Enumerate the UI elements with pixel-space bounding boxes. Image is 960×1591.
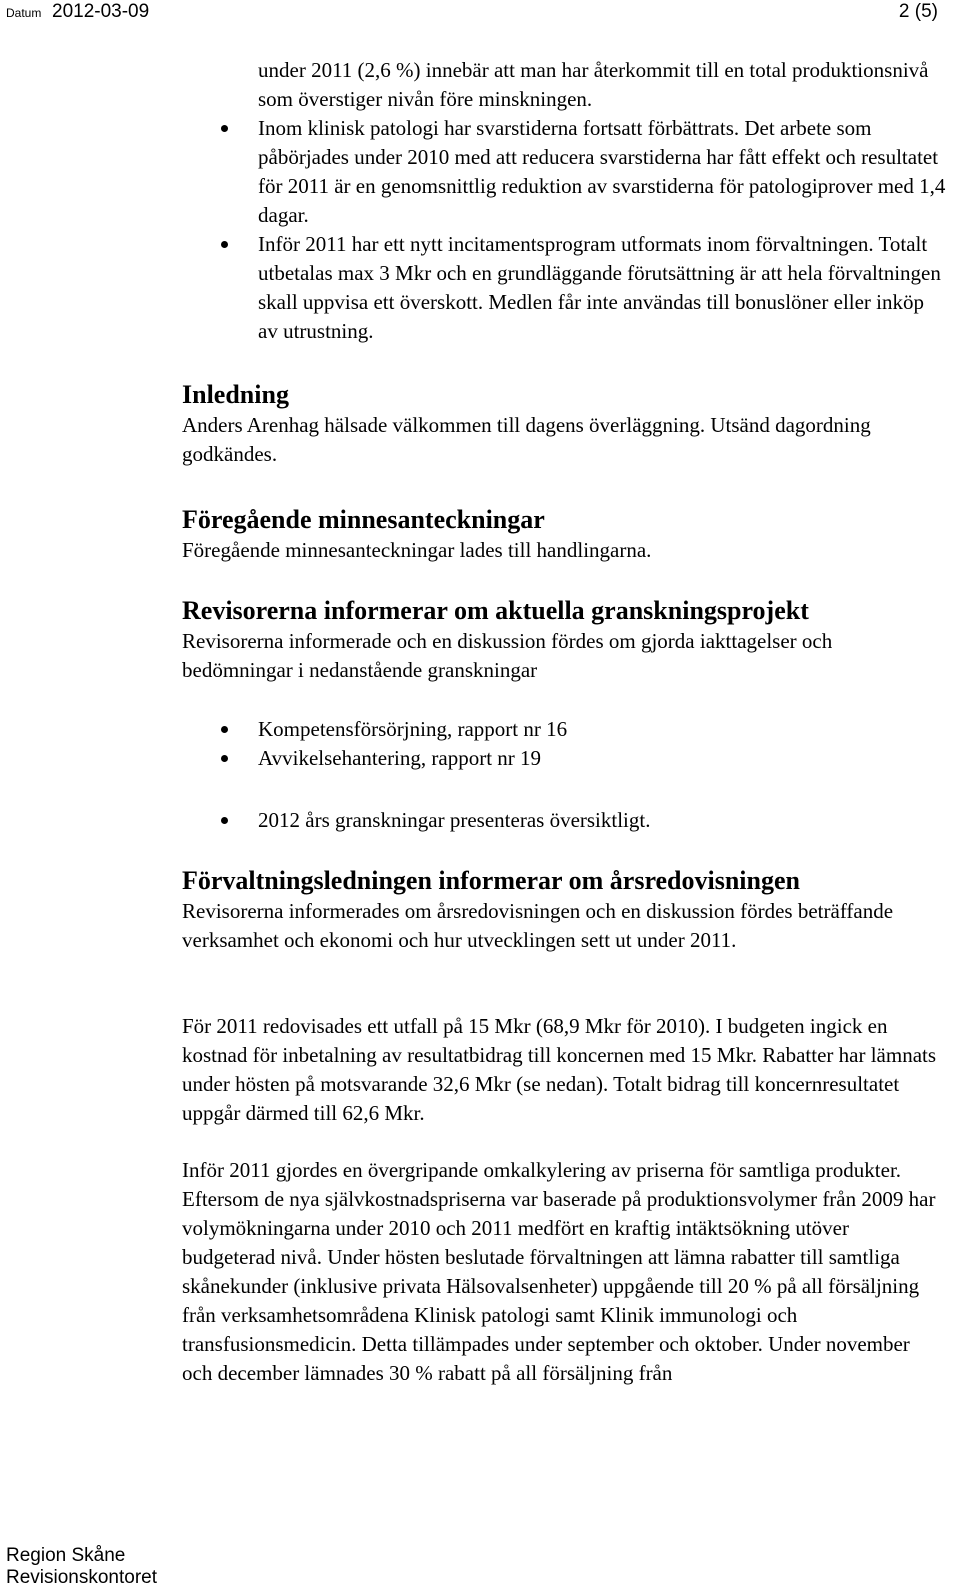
list-item: Avvikelsehantering, rapport nr 19	[258, 744, 948, 773]
section-heading-forvaltning: Förvaltningsledningen informerar om årsredovisningen	[182, 866, 800, 895]
list-item: Inför 2011 har ett nytt incitamentsprogram utformats inom förvaltningen. Totalt utbetalas max 3 Mkr och en grundläggande förutsättning är att hela förvaltningen skall uppvisa ett överskott. Medlen får inte användas till bonuslöner eller inköp av utrustning.	[258, 230, 948, 346]
granskningar-extra-list	[258, 806, 948, 835]
intro-bullet-list	[258, 56, 948, 346]
bullet-icon	[221, 755, 228, 762]
document-date: 2012-03-09	[52, 1, 150, 22]
bullet-icon	[221, 125, 228, 132]
list-item: Inom klinisk patologi har svarstiderna fortsatt förbättrats. Det arbete som påbörjades under 2010 med att reducera svarstiderna har fått effekt och resultatet för 2011 är en genomsnittlig reduktion av svarstiderna för patologiprover med 1,4 dagar.	[258, 114, 948, 230]
footer-department: Revisionskontoret	[6, 1567, 158, 1588]
list-item: Kompetensförsörjning, rapport nr 16	[258, 715, 948, 744]
revisorerna-text: Revisorerna informerade och en diskussion fördes om gjorda iakttagelser och bedömningar i nedanstående granskningar	[182, 629, 833, 682]
bullet-icon	[221, 241, 228, 248]
foregaende-text: Föregående minnesanteckningar lades till handlingarna.	[182, 538, 652, 562]
footer-organization: Region Skåne	[6, 1545, 126, 1566]
page-header	[0, 0, 960, 30]
date-label: Datum	[6, 6, 42, 20]
section-heading-foregaende: Föregående minnesanteckningar	[182, 505, 545, 534]
section-heading-revisorerna: Revisorerna informerar om aktuella granskningsprojekt	[182, 596, 809, 625]
section-heading-inledning: Inledning	[182, 380, 289, 409]
bullet-icon	[221, 817, 228, 824]
forvaltning-paragraph-2: För 2011 redovisades ett utfall på 15 Mkr (68,9 Mkr för 2010). I budgeten ingick en kostnad för inbetalning av resultatbidrag till koncernen med 15 Mkr. Rabatter har lämnats under hösten på motsvarande 32,6 Mkr (se nedan). Totalt bidrag till koncernresultatet uppgår därmed till 62,6 Mkr.	[182, 1014, 937, 1125]
list-item-continuation: under 2011 (2,6 %) innebär att man har återkommit till en total produktionsnivå som överstiger nivån före minskningen.	[258, 58, 929, 111]
list-item: 2012 års granskningar presenteras översiktligt.	[258, 806, 948, 835]
granskningar-list	[258, 715, 948, 773]
forvaltning-paragraph-1: Revisorerna informerades om årsredovisningen och en diskussion fördes beträffande verksamhet och ekonomi och hur utvecklingen sett ut under 2011.	[182, 899, 894, 952]
bullet-icon	[221, 726, 228, 733]
page-number: 2 (5)	[898, 1, 938, 22]
inledning-text: Anders Arenhag hälsade välkommen till dagens överläggning. Utsänd dagordning godkändes.	[182, 413, 871, 466]
forvaltning-paragraph-3: Inför 2011 gjordes en övergripande omkalkylering av priserna för samtliga produkter. Eftersom de nya självkostnadspriserna var baserade på produktionsvolymer från 2009 har volymökningarna under 2010 och 2011 medfört en kraftig intäktsökning utöver budgeterad nivå. Under hösten beslutade förvaltningen att lämna rabatter till samtliga skånekunder (inklusive privata Hälsovalsenheter) uppgående till 20 % på all försäljning från verksamhetsområdena Klinisk patologi samt Klinik immunologi och transfusionsmedicin. Detta tillämpades under september och oktober. Under november och december lämnades 30 % rabatt på all försäljning från	[182, 1158, 936, 1385]
